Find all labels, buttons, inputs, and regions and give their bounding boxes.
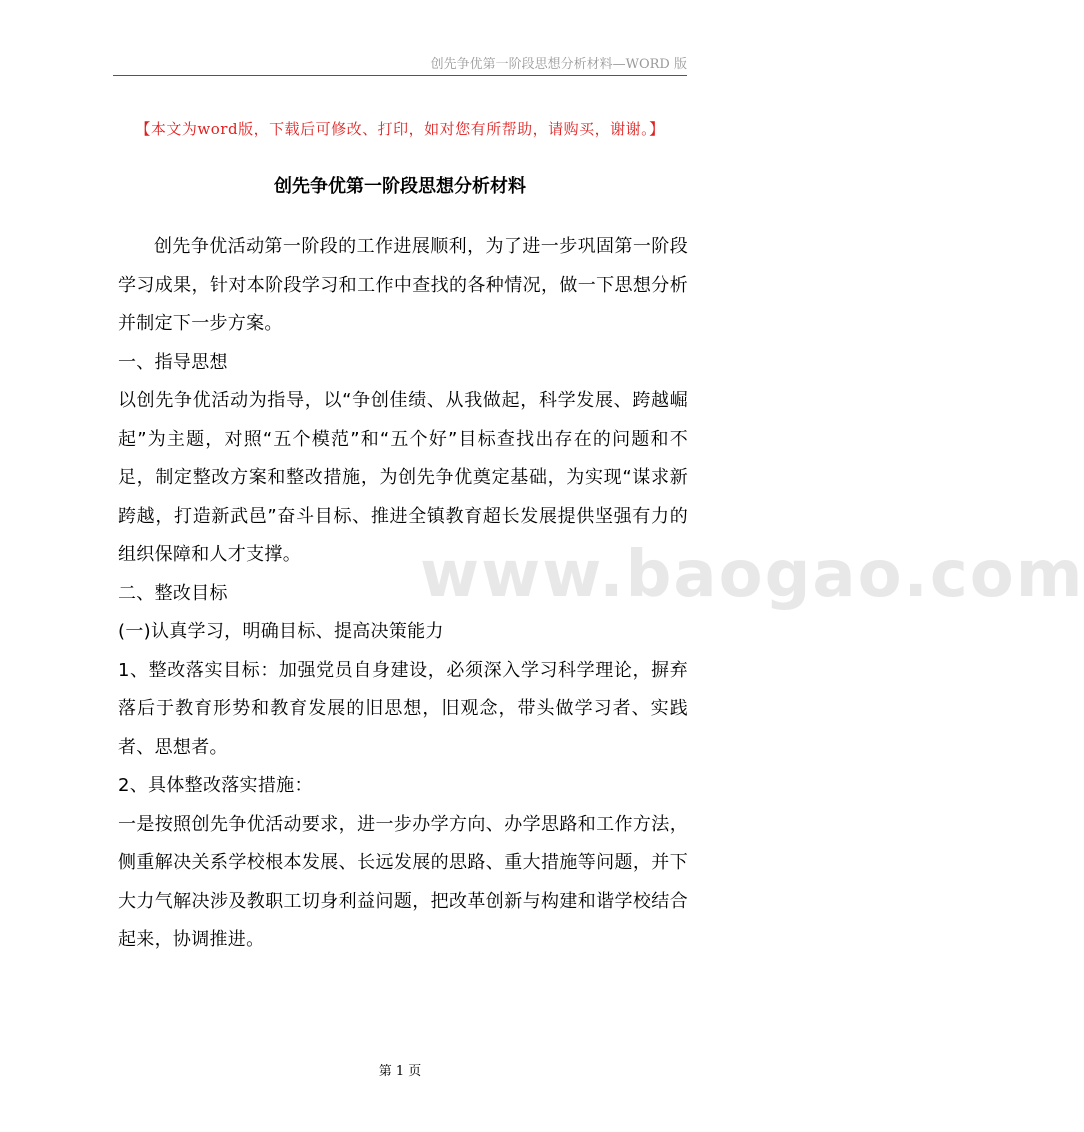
measure-one-paragraph: 一是按照创先争优活动要求，进一步办学方向、办学思路和工作方法，侧重解决关系学校根本发展、长远发展的思路、重大措施等问题，并下大力气解决涉及教职工切身利益问题，把改革创新与构建和谐学校结合起来，协调推进。 xyxy=(118,813,688,950)
section-heading-guiding-thought: 一、指导思想 xyxy=(118,351,228,373)
guiding-thought-paragraph: 以创先争优活动为指导，以“争创佳绩、从我做起，科学发展、跨越崛起”为主题，对照“五个模范”和“五个好”目标查找出存在的问题和不足，制定整改方案和整改措施，为创先争优奠定基础，为实现“谋求新跨越，打造新武邑”奋斗目标、推进全镇教育超长发展提供坚强有力的组织保障和人才支撑。 xyxy=(118,390,688,565)
header-divider xyxy=(113,75,687,76)
rectification-goal-paragraph: 1、整改落实目标：加强党员自身建设，必须深入学习科学理论，摒弃落后于教育形势和教育发展的旧思想，旧观念，带头做学习者、实践者、思想者。 xyxy=(118,659,688,758)
intro-paragraph: 创先争优活动第一阶段的工作进展顺利，为了进一步巩固第一阶段学习成果，针对本阶段学习和工作中查找的各种情况，做一下思想分析并制定下一步方案。 xyxy=(118,236,688,334)
page-header: 创先争优第一阶段思想分析材料—WORD 版 xyxy=(430,57,687,72)
download-notice: 【本文为word版，下载后可修改、打印，如对您有所帮助，请购买，谢谢。】 xyxy=(135,120,665,138)
page-number: 第 1 页 xyxy=(378,1064,422,1079)
section-heading-rectification-goals: 二、整改目标 xyxy=(118,582,228,604)
measures-heading: 2、具体整改落实措施： xyxy=(118,775,313,796)
watermark: www.baogao.com xyxy=(420,538,1084,612)
subsection-heading-study: (一)认真学习，明确目标、提高决策能力 xyxy=(118,621,444,642)
document-title: 创先争优第一阶段思想分析材料 xyxy=(274,176,526,197)
